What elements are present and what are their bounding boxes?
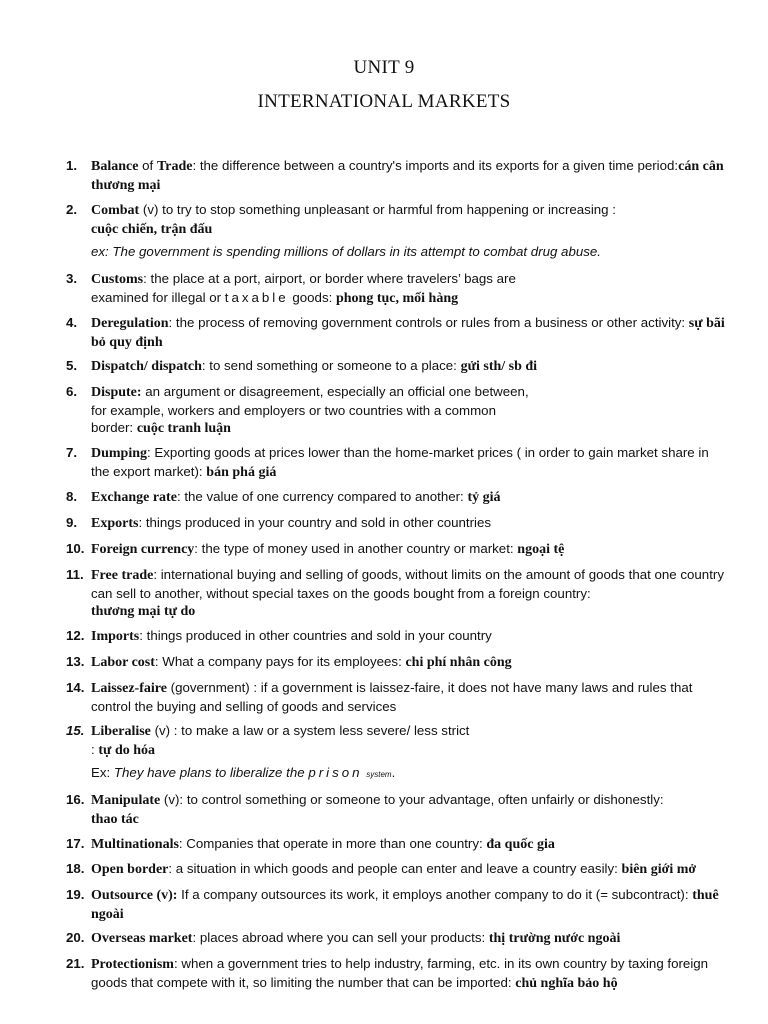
list-item [66,929,726,948]
term: Combat [91,203,140,218]
item-number: 21. [66,956,85,971]
item-number: 1. [66,158,78,173]
definition: : Companies that operate in more than one country: [178,836,487,851]
translation: biên giới mở [621,862,697,877]
term: Outsource (v): [91,888,178,903]
item-number: 13. [66,654,85,669]
definition: : [91,741,99,757]
item-number: 12. [66,628,85,643]
list-item [66,835,726,854]
list-item [66,791,726,828]
list-item [66,488,726,507]
page-title: INTERNATIONAL MARKETS [257,91,511,112]
definition-spaced: taxable [224,289,289,305]
definition: : to send something or someone to a place: [201,358,461,373]
term: Manipulate [91,793,161,808]
term: Foreign currency [91,542,195,557]
item-number: 2. [66,202,78,217]
term: Trade [156,159,193,174]
term: Dispute: [91,385,142,400]
list-item [66,627,726,646]
list-item [66,157,726,194]
item-number: 7. [66,445,78,460]
list-item [66,886,726,923]
item-number: 4. [66,315,78,330]
example-sentence: ex: The government is spending millions of dollars in its attempt to combat drug abuse. [91,244,601,259]
list-item [66,383,726,438]
translation: thao tác [91,811,139,827]
item-number: 6. [66,384,78,399]
list-item [66,357,726,376]
translation: chi phí nhân công [405,655,512,670]
list-item [66,270,726,307]
definition: : the type of money used in another country or market: [194,541,518,556]
term: Imports [91,629,140,644]
term: Exchange rate [91,490,177,505]
definition: (v) : to make a law or a system less severe/ less strict [150,723,470,738]
definition: If a company outsources its work, it employs another company to do it (= subcontract): [177,887,693,902]
translation: đa quốc gia [486,837,555,852]
term: Labor cost [91,655,155,670]
translation: cuộc tranh luận [136,421,231,436]
term: Open border [91,862,169,877]
item-number: 19. [66,887,85,902]
translation: phong tục, mối hàng [335,290,459,306]
term: Laissez-faire [91,681,167,696]
item-number: 17. [66,836,85,851]
term: Free trade [91,568,154,583]
term: Balance [91,159,139,174]
translation: thuê ngoài [91,888,719,922]
definition: (v) to try to stop something unpleasant or harmful from happening or increasing : [139,202,616,217]
term: Customs [91,272,144,287]
translation: gửi sth/ sb đi [460,359,538,374]
definition: an argument or disagreement, especially an official one between, [141,384,529,399]
list-item [66,201,726,238]
list-item [66,444,726,481]
definition: : the process of removing government controls or rules from a business or other activity: [168,315,689,330]
definition: : the value of one currency compared to another: [176,489,468,504]
list-item [66,955,726,992]
definition: : the difference between a country's imports and its exports for a given time period: [192,158,679,173]
definition: examined for illegal or [91,289,225,305]
translation: tự do hóa [98,742,156,758]
definition: (government) : if a government is laissez-faire, it does not have many laws and rules that control the buying and selling of goods and services [91,680,693,714]
definition: for example, workers and employers or two countries with a common [91,402,496,418]
definition: (v): to control something or someone to your advantage, often unfairly or dishonestly: [160,792,664,807]
definition: : a situation in which goods and people can enter and leave a country easily: [168,861,622,876]
list-item [66,722,726,759]
term: Exports [91,516,139,531]
item-number: 14. [66,680,85,695]
definition: : the place at a port, airport, or border where travelers’ bags are [143,271,516,286]
translation: chủ nghĩa bảo hộ [515,975,618,991]
translation: sự bãi bỏ quy định [91,316,725,350]
translation: cán cân thương mại [91,159,724,193]
list-item [66,653,726,672]
definition: : things produced in your country and sold in other countries [138,515,492,530]
item-number: 5. [66,358,78,373]
list-item [66,514,726,533]
item-number: 18. [66,861,85,876]
translation: thị trường nước ngoài [488,931,621,946]
term: Dispatch/ dispatch [91,359,202,374]
list-item [66,679,726,715]
item-number: 15. [66,723,85,738]
translation: bán phá giá [206,464,277,480]
definition: border: [91,420,137,435]
item-number: 20. [66,930,85,945]
item-number: 11. [66,567,84,582]
term: Dumping [91,446,148,461]
definition: : What a company pays for its employees: [154,654,406,669]
definition: : when a government tries to help industry, farming, etc. in its own country by taxing foreign goods that compete with it, so limiting the number that can be imported: [91,956,709,990]
item-number: 10. [66,541,85,556]
translation: tỷ giá [467,490,501,505]
list-item [66,566,726,621]
term: Deregulation [91,316,169,331]
definition: goods: [288,289,336,305]
translation: cuộc chiến, trận đấu [91,221,213,237]
list-item [66,314,726,351]
unit-heading: UNIT 9 [353,57,415,78]
list-item [66,540,726,559]
item-number: 16. [66,792,85,807]
translation: thương mại tự do [91,604,196,619]
term: Protectionism [91,957,174,972]
example-sentence: Ex: They have plans to liberalize the prison system. [91,765,396,780]
item-number: 3. [66,271,78,286]
term: Overseas market [91,931,193,946]
translation: ngoại tệ [517,542,565,557]
item-number: 8. [66,489,78,504]
term: Liberalise [91,724,151,739]
term-connector: of [138,158,157,173]
definition: : international buying and selling of goods, without limits on the amount of goods that one country can sell to another, without special taxes on the goods bought from a foreign country: [91,567,724,601]
list-item [66,860,726,879]
item-number: 9. [66,515,78,530]
definition: : places abroad where you can sell your products: [192,930,489,945]
definition: : Exporting goods at prices lower than the home-market prices ( in order to gain market share in the export market): [91,445,709,479]
term: Multinationals [91,837,179,852]
definition: : things produced in other countries and sold in your country [139,628,492,643]
